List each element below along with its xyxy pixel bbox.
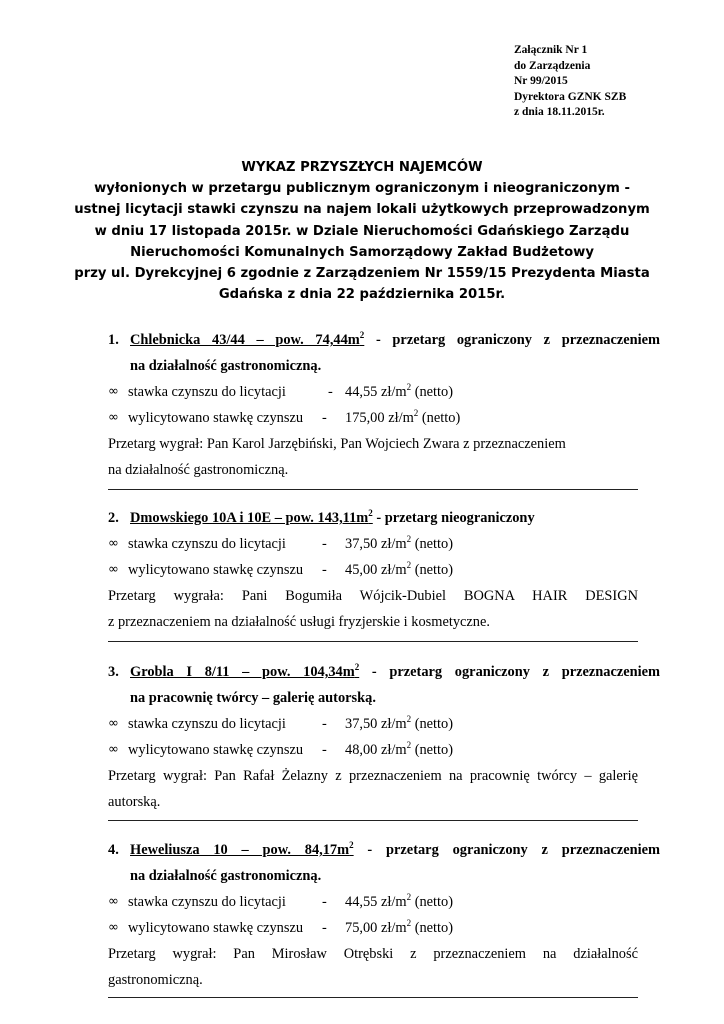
header-line: do Zarządzenia: [514, 59, 591, 72]
infinity-bullet-icon: ∞: [108, 410, 119, 425]
winner-text: Przetarg wygrał: Pan Mirosław Otrębski z przeznaczeniem na działalność: [108, 946, 638, 962]
item-heading: Dmowskiego 10A i 10E – pow. $143,11m^2$ - przetarg nieograniczony: [130, 508, 535, 526]
document-title: WYKAZ PRZYSZŁYCH NAJEMCÓW: [241, 160, 483, 175]
divider: [108, 489, 638, 490]
item-number: 4.: [108, 842, 119, 858]
winner-text: gastronomiczną.: [108, 972, 203, 988]
header-line: Nr 99/2015: [514, 75, 568, 87]
infinity-bullet-icon: ∞: [108, 384, 119, 399]
winner-text: autorską.: [108, 794, 161, 810]
winner-text: Przetarg wygrała: Pani Bogumiła Wójcik-Dubiel BOGNA HAIR DESIGN: [108, 588, 638, 604]
title-line: Gdańska z dnia 22 października 2015r.: [218, 287, 506, 303]
infinity-bullet-icon: ∞: [108, 536, 119, 551]
header-line: z dnia 18.11.2015r.: [514, 106, 605, 118]
won-rate-value: 175,00 $zł/m^2$ (netto): [345, 408, 461, 426]
item-address: Heweliusza 10 – pow. $84,17m^2$: [130, 840, 354, 858]
won-rate-value: 75,00 $zł/m^2$ (netto): [345, 918, 454, 936]
item-heading-cont: na pracownię twórcy – galerię autorską.: [130, 690, 376, 706]
title-line: Nieruchomości Komunalnych Samorządowy Zakład Budżetowy: [130, 244, 594, 260]
won-rate-value: 45,00 $zł/m^2$ (netto): [345, 560, 454, 578]
item-address: Grobla I 8/11 – pow. $104,34m^2$: [130, 662, 360, 680]
winner-text: na działalność gastronomiczną.: [108, 462, 289, 478]
starting-rate-value: 37,50 $zł/m^2$ (netto): [345, 714, 454, 732]
infinity-bullet-icon: ∞: [108, 562, 119, 577]
item-address: Dmowskiego 10A i 10E – pow. $143,11m^2$: [130, 508, 373, 526]
title-line: w dniu 17 listopada 2015r. w Dziale Nieruchomości Gdańskiego Zarządu: [94, 223, 630, 239]
item-heading: Heweliusza 10 – pow. $84,17m^2$ - przetarg ograniczony z przeznaczeniem: [130, 840, 661, 858]
title-line: ustnej licytacji stawki czynszu na najem lokali użytkowych przeprowadzonym: [74, 202, 650, 218]
won-rate-value: 48,00 $zł/m^2$ (netto): [345, 740, 454, 758]
item-address: Chlebnicka 43/44 – pow. $74,44m^2$: [130, 330, 365, 348]
header-line: Dyrektora GZNK SZB: [514, 90, 627, 103]
winner-text: Przetarg wygrał: Pan Rafał Żelazny z przeznaczeniem na pracownię twórcy – galerię: [108, 768, 638, 784]
item-heading-cont: na działalność gastronomiczną.: [130, 868, 322, 884]
starting-rate-value: 44,55 $zł/m^2$ (netto): [345, 892, 454, 910]
header-line: Załącznik Nr 1: [514, 44, 588, 56]
infinity-bullet-icon: ∞: [108, 920, 119, 935]
winner-text: Przetarg wygrał: Pan Karol Jarzębiński, Pan Wojciech Zwara z przeznaczeniem: [108, 436, 566, 452]
divider: [108, 820, 638, 821]
divider: [108, 641, 638, 642]
infinity-bullet-icon: ∞: [108, 716, 119, 731]
item-number: 2.: [108, 510, 119, 526]
infinity-bullet-icon: ∞: [108, 894, 119, 909]
attachment-header-note: [514, 43, 626, 121]
title-line: przy ul. Dyrekcyjnej 6 zgodnie z Zarządzeniem Nr 1559/15 Prezydenta Miasta: [74, 266, 650, 282]
winner-text: z przeznaczeniem na działalność usługi fryzjerskie i kosmetyczne.: [108, 614, 490, 630]
item-heading-cont: na działalność gastronomiczną.: [130, 358, 322, 374]
document-title-block: [40, 157, 684, 305]
title-line: wyłonionych w przetargu publicznym ograniczonym i nieograniczonym -: [94, 181, 630, 197]
starting-rate-value: 44,55 $zł/m^2$ (netto): [345, 382, 454, 400]
item-heading: Chlebnicka 43/44 – pow. $74,44m^2$ - przetarg ograniczony z przeznaczeniem: [130, 330, 660, 348]
item-number: 3.: [108, 664, 119, 680]
divider: [108, 997, 638, 998]
item-number: 1.: [108, 332, 119, 348]
infinity-bullet-icon: ∞: [108, 742, 119, 757]
item-heading: Grobla I 8/11 – pow. $104,34m^2$ - przetarg ograniczony z przeznaczeniem: [130, 662, 660, 680]
starting-rate-value: 37,50 $zł/m^2$ (netto): [345, 534, 454, 552]
